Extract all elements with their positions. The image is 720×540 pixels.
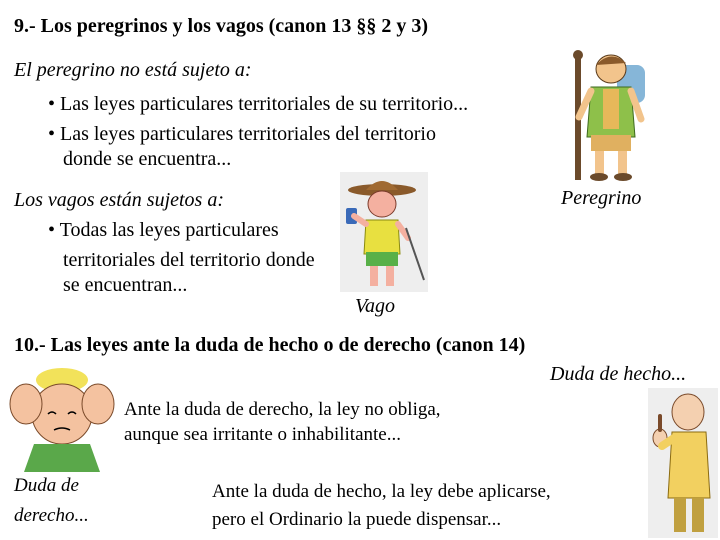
vagrant-caption: Vago [355, 295, 395, 317]
law-doubt-label-2: derecho... [14, 505, 89, 526]
pilgrim-item-1: • Las leyes particulares territoriales de su territorio... [48, 93, 469, 115]
thinking-man-illustration [648, 388, 718, 538]
vagrant-item-1-cont: territoriales del territorio donde [63, 249, 315, 271]
vagrant-intro: Los vagos están sujetos a: [14, 189, 224, 211]
puzzled-man-illustration [4, 364, 120, 472]
pilgrim-item-2: • Las leyes particulares territoriales del territorio [48, 123, 436, 145]
section10-heading: 10.- Las leyes ante la duda de hecho o de derecho (canon 14) [14, 334, 526, 356]
fact-doubt-text-2: pero el Ordinario la puede dispensar... [212, 509, 502, 530]
pilgrim-caption: Peregrino [561, 187, 642, 209]
section9-heading: 9.- Los peregrinos y los vagos (canon 13 §§ 2 y 3) [14, 15, 429, 37]
pilgrim-intro: El peregrino no está sujeto a: [14, 59, 252, 81]
vagrant-item-1-cont2: se encuentran... [63, 274, 188, 296]
fact-doubt-label: Duda de hecho... [550, 363, 687, 385]
vagrant-item-1: • Todas las leyes particulares [48, 219, 279, 241]
vagrant-illustration [340, 172, 428, 292]
pilgrim-illustration [563, 47, 658, 182]
law-doubt-label-1: Duda de [14, 475, 79, 496]
fact-doubt-text-1: Ante la duda de hecho, la ley debe aplicarse, [212, 481, 551, 502]
law-doubt-text-2: aunque sea irritante o inhabilitante... [124, 424, 401, 445]
law-doubt-text-1: Ante la duda de derecho, la ley no obliga, [124, 399, 441, 420]
pilgrim-item-2-cont: donde se encuentra... [63, 148, 232, 170]
